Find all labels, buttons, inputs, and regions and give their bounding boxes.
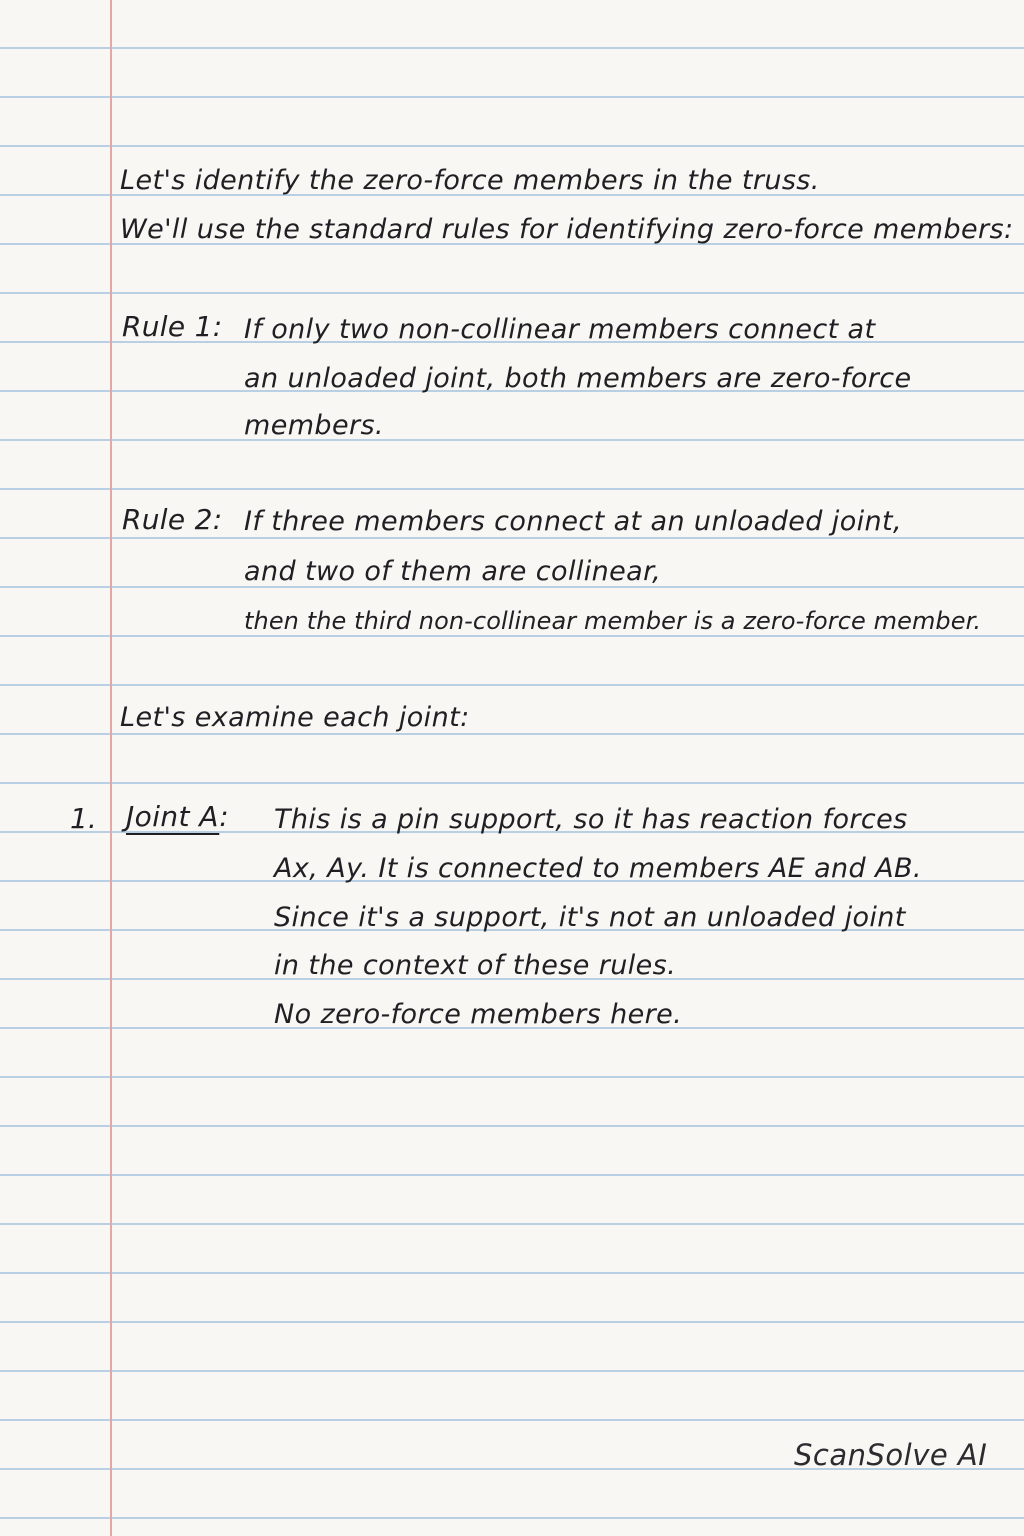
- brand-signature: ScanSolve AI: [794, 1438, 988, 1472]
- intro-line-1: Let's identify the zero-force members in the truss.: [120, 165, 820, 196]
- joint-a-number: 1.: [70, 802, 97, 835]
- rule-1-line-2: an unloaded joint, both members are zero-force: [244, 363, 912, 394]
- joint-a-line-2: Ax, Ay. It is connected to members AE and AB.: [274, 853, 922, 884]
- joint-a-line-3: Since it's a support, it's not an unloaded joint: [274, 902, 906, 933]
- rule-2-label: Rule 2:: [122, 503, 223, 536]
- joint-a-line-1: This is a pin support, so it has reaction forces: [274, 804, 908, 835]
- joint-a-colon: :: [219, 800, 230, 833]
- intro-line-2: We'll use the standard rules for identifying zero-force members:: [120, 214, 1014, 245]
- rule-2-line-1: If three members connect at an unloaded joint,: [244, 506, 903, 537]
- joint-a-line-4: in the context of these rules.: [274, 950, 677, 981]
- rule-1-label: Rule 1:: [122, 310, 223, 343]
- rule-2-line-2: and two of them are collinear,: [244, 556, 662, 587]
- joint-a-line-5: No zero-force members here.: [274, 999, 683, 1030]
- rule-1-line-1: If only two non-collinear members connect at: [244, 314, 876, 345]
- joint-a-label-text: Joint A: [126, 800, 220, 833]
- red-margin-line: [110, 0, 112, 1536]
- joint-a-label: [126, 800, 229, 834]
- rule-2-line-3: then the third non-collinear member is a zero-force member.: [244, 607, 982, 635]
- examine-heading: Let's examine each joint:: [120, 702, 470, 733]
- rule-1-line-3: members.: [244, 410, 384, 441]
